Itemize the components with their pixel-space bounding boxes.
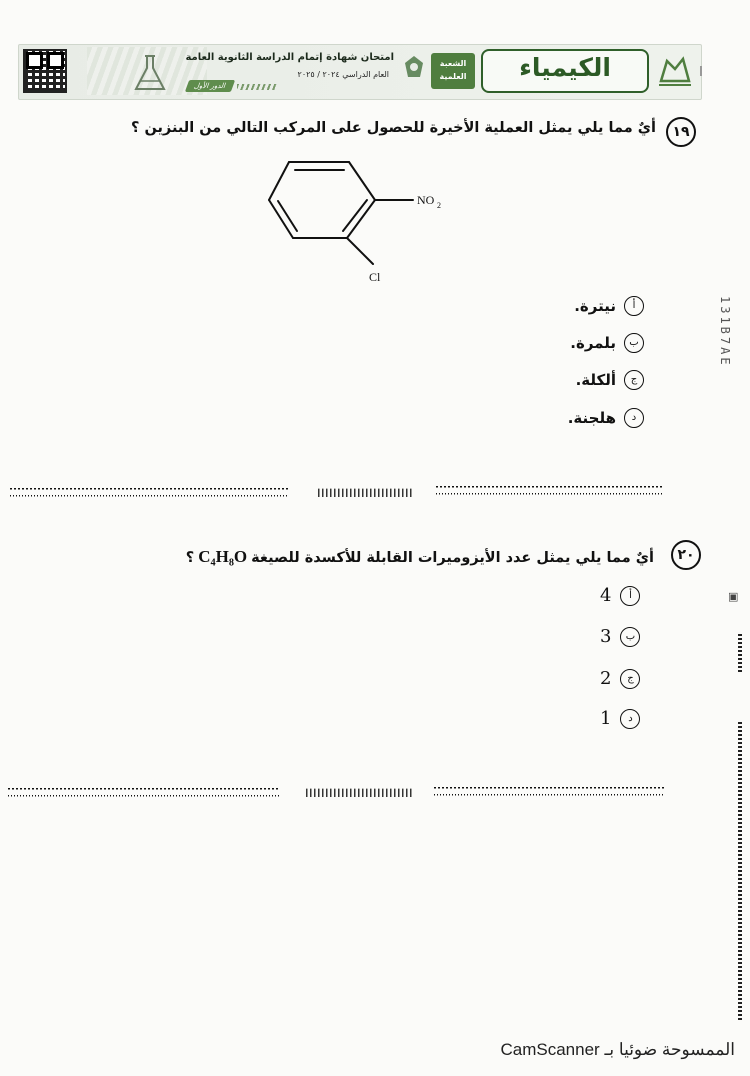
option-letter-d: د — [620, 709, 640, 729]
ministry-emblem-icon — [399, 53, 429, 83]
q19-option-b[interactable] — [570, 333, 644, 353]
question-mark: ؟ — [185, 550, 195, 566]
chemical-structure — [255, 150, 455, 290]
option-text: 2 — [600, 668, 612, 689]
option-text: ألكلة. — [575, 371, 616, 389]
question-20-line — [186, 547, 654, 567]
qr-code — [23, 49, 67, 93]
scanner-prefix: الممسوحة ضوئيا بـ — [604, 1040, 735, 1059]
subject-box — [481, 49, 649, 93]
q20-option-c[interactable] — [600, 668, 640, 689]
option-text: بلمرة. — [570, 334, 616, 352]
exam-logo-icon — [655, 51, 695, 91]
question-number-20: ٢٠ — [671, 540, 701, 570]
q19-option-c[interactable] — [576, 370, 644, 390]
exam-title: امتحان شهادة إتمام الدراسة الثانوية العامة — [185, 52, 394, 63]
flask-icon — [127, 53, 173, 93]
subject-title: الكيمياء — [519, 53, 611, 82]
answer-separator — [318, 483, 412, 497]
option-letter-c: ج — [624, 370, 644, 390]
nitro-group-subscript: 2 — [437, 201, 441, 210]
scan-edge-marks — [738, 720, 742, 1020]
q20-option-d[interactable] — [600, 708, 640, 729]
exam-round-badge: الدور الأول — [185, 80, 235, 92]
option-text: 3 — [600, 626, 612, 647]
question-19-text: أيٌ مما يلي يمثل العملية الأخيرة للحصول على المركب التالي من البنزين ؟ — [130, 120, 656, 136]
scanner-app-name: CamScanner — [500, 1040, 600, 1059]
scan-mark-icon: ▣ — [728, 590, 739, 603]
q19-option-d[interactable] — [568, 408, 644, 428]
scan-edge-marks — [738, 632, 742, 672]
answer-separator — [434, 785, 664, 797]
scanner-watermark — [430, 1040, 735, 1060]
answer-separator — [306, 783, 412, 797]
exam-header-banner — [18, 44, 702, 100]
option-letter-b: ب — [620, 627, 640, 647]
molecular-formula: C₄H₈O — [198, 547, 248, 566]
option-text: 1 — [600, 708, 612, 729]
option-text: نيترة. — [574, 297, 616, 315]
option-letter-c: ج — [620, 669, 640, 689]
answer-separator — [8, 786, 280, 798]
option-letter-a: أ — [620, 586, 640, 606]
option-letter-d: د — [624, 408, 644, 428]
question-number-19: ١٩ — [666, 117, 696, 147]
banner-decoration-dots — [237, 84, 277, 90]
q20-option-b[interactable] — [600, 626, 640, 647]
option-letter-b: ب — [624, 333, 644, 353]
option-letter-a: أ — [624, 296, 644, 316]
academic-year: العام الدراسي ٢٠٢٤ / ٢٠٢٥ — [297, 70, 389, 79]
answer-separator — [10, 486, 288, 498]
nitro-group-label: NO — [417, 193, 435, 207]
side-serial-code: 131B7AE — [718, 296, 732, 368]
division-badge: الشعبة العلمية — [431, 53, 475, 89]
option-text: 4 — [600, 585, 612, 606]
q19-option-a[interactable] — [574, 296, 644, 316]
margin-mark — [700, 66, 702, 76]
q20-option-a[interactable] — [600, 585, 640, 606]
chloro-group-label: Cl — [369, 270, 381, 284]
option-text: هلجنة. — [567, 409, 616, 427]
answer-separator — [436, 484, 662, 496]
question-20-text: أيٌ مما يلي يمثل عدد الأيزوميرات القابلة للأكسدة للصيغة — [251, 550, 654, 566]
